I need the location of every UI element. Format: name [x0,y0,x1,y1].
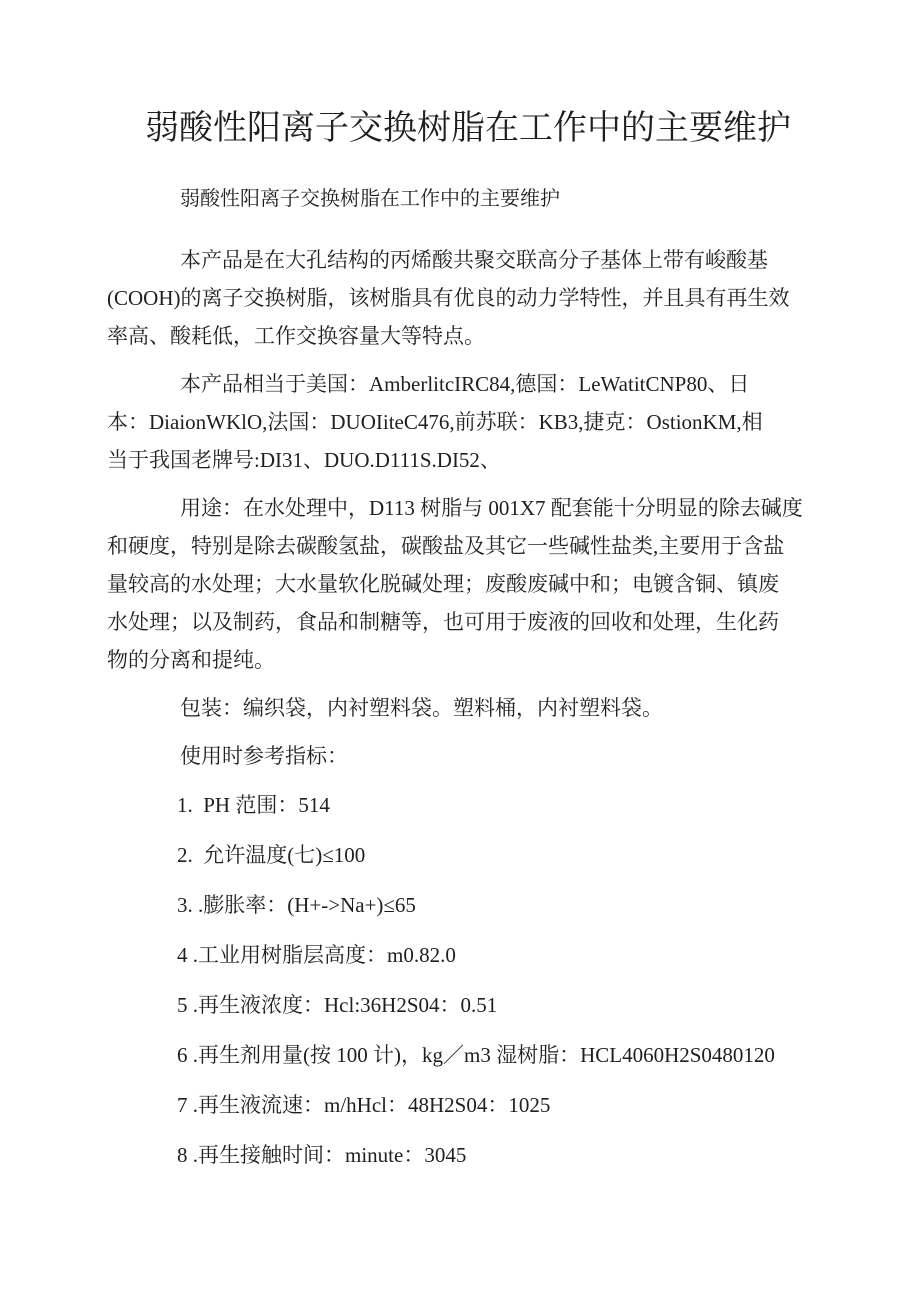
list-item: 5 .再生液浓度：Hcl:36H2S04：0.51 [177,993,498,1017]
paragraph-line: 用途：在水处理中，D113 树脂与 001X7 配套能十分明显的除去碱度 [180,496,803,520]
paragraph [107,737,819,775]
list-item: 2. 允许温度(七)≤100 [177,843,366,867]
list-item: 1. PH 范围：514 [177,793,330,817]
paragraph-line: 使用时参考指标： [180,744,348,768]
document-content [107,0,819,1180]
list-item: 3. .膨胀率：(H+->Na+)≤65 [177,893,416,917]
paragraph [107,689,819,727]
paragraph-line: 本产品是在大孔结构的丙烯酸共聚交联高分子基体上带有峻酸基 [180,248,768,272]
document-subtitle: 弱酸性阳离子交换树脂在工作中的主要维护 [180,188,560,210]
reference-list [107,780,819,1180]
paragraph-line: 本：DiaionWKlO,法国：DUOIiteC476,前苏联：KB3,捷克：OstionKM,相 [107,410,763,434]
page-title: 弱酸性阳离子交换树脂在工作中的主要维护 [145,110,791,147]
paragraph-line: 率高、酸耗低，工作交换容量大等特点。 [107,324,485,348]
list-item: 7 .再生液流速：m/hHcl：48H2S04：1025 [177,1093,551,1117]
paragraph [107,489,819,679]
list-item: 6 .再生剂用量(按 100 计)，kg／m3 湿树脂：HCL4060H2S0480120 [177,1043,775,1067]
paragraph-line: 当于我国老牌号:DI31、DUO.D111S.DI52、 [107,448,501,472]
list-item: 8 .再生接触时间：minute：3045 [177,1143,467,1167]
paragraph-line: 物的分离和提纯。 [107,648,275,672]
paragraph [107,241,819,355]
list-item: 4 .工业用树脂层高度：m0.82.0 [177,943,456,967]
paragraph-line: (COOH)的离子交换树脂，该树脂具有优良的动力学特性，并且具有再生效 [107,286,790,310]
paragraph-line: 水处理；以及制药，食品和制糖等，也可用于废液的回收和处理，生化药 [107,610,779,634]
paragraph [107,365,819,479]
paragraph-line: 量较高的水处理；大水量软化脱碱处理；废酸废碱中和；电镀含铜、镇废 [107,572,779,596]
body-paragraphs [107,241,819,775]
paragraph-line: 和硬度，特别是除去碳酸氢盐，碳酸盐及其它一些碱性盐类,主要用于含盐 [107,534,785,558]
paragraph-line: 本产品相当于美国：AmberlitcIRC84,德国：LeWatitCNP80、日 [180,372,750,396]
paragraph-line: 包装：编织袋，内衬塑料袋。塑料桶，内衬塑料袋。 [180,696,663,720]
